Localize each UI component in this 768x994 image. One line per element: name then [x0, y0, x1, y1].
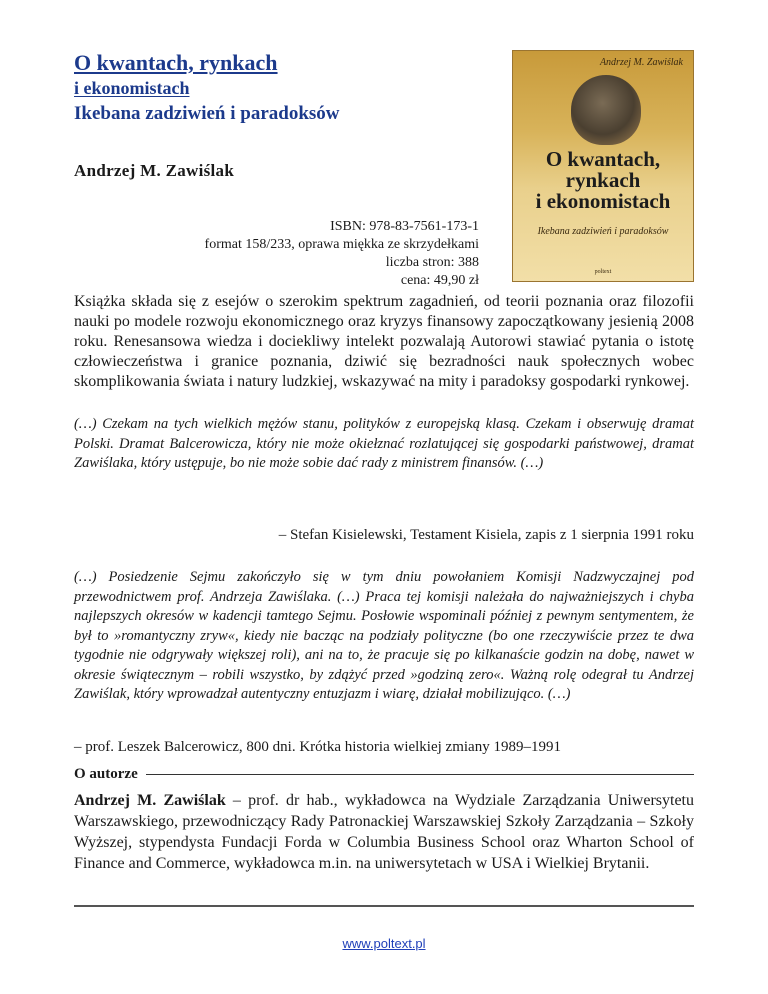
isbn: ISBN: 978-83-7561-173-1	[330, 219, 479, 234]
cover-publisher: poltext	[594, 269, 612, 275]
cover-title-line2: rynkach	[565, 168, 641, 192]
price: cena: 49,90 zł	[400, 273, 479, 288]
author-name: Andrzej M. Zawiślak	[74, 792, 226, 809]
cover-subtitle: Ikebana zadziwień i paradoksów	[537, 226, 669, 237]
book-title-line1: O kwantach, rynkach	[74, 50, 278, 75]
quote-kisielewski-attribution: – Stefan Kisielewski, Testament Kisiela, zapis z 1 sierpnia 1991 roku	[278, 527, 694, 543]
book-subtitle: Ikebana zadziwień i paradoksów	[74, 103, 340, 124]
cover-title-line3: i ekonomistach	[535, 189, 671, 213]
cover-title	[513, 149, 693, 212]
publisher-link[interactable]: www.poltext.pl	[342, 936, 426, 951]
cover-illustration	[571, 75, 641, 145]
about-heading-text: O autorze	[74, 766, 138, 782]
quote-balcerowicz: (…) Posiedzenie Sejmu zakończyło się w tym dniu powołaniem Komisji Nadzwyczajnej pod przewodnictwem prof. Andrzeja Zawiślaka. (…) Praca tej komisji należała do najważniejszych i chyba najlepszych okresów w kadencji tamtego Sejmu. Posłowie wspominali później z pewnym sentymentem, że był to »romantyczny zryw«, kiedy nie bacząc na podziały polityczne (bo one rzeczywiście przez te dwa tygodnie nie odgrywały większej roli), ani na to, że pracuje się po kilkanaście godzin na dobę, nawet w okresie świątecznym – robili wszystko, by zdążyć przed »godziną zero«. Ważną rolę odegrał tu Andrzej Zawiślak, który wprowadzał autentyczny entuzjazm i wiarę, działał mobilizująco. (…)	[74, 569, 694, 702]
quote-kisielewski: (…) Czekam na tych wielkich mężów stanu, polityków z europejską klasą. Czekam i obserwuję dramat Polski. Dramat Balcerowicza, który nie może okiełznać rozlatującej się gospodarki państwowej, dramat Zawiślaka, który ustępuje, bo nie może sobie dać rady z ministrem finansów. (…)	[74, 416, 694, 471]
book-description: Książka składa się z esejów o szerokim spektrum zagadnień, od teorii poznania oraz filozofii nauki po modele rozwoju ekonomicznego oraz kryzys finansowy zapoczątkowany jesienią 2008 roku. Renesansowa wiedza i dociekliwy intelekt pozwalają Autorowi stawiać pytania o istotę człowieczeństwa i granice poznania, dziwić się bezradności nauk społecznych wobec skomplikowania świata i natury ludzkiej, wskazywać na mity i paradoksy gospodarki rynkowej.	[74, 293, 694, 390]
book-author: Andrzej M. Zawiślak	[74, 161, 235, 180]
bottom-divider	[74, 905, 694, 907]
author-bio: – prof. dr hab., wykładowca na Wydziale Zarządzania Uniwersytetu Warszawskiego, przewodniczący Rady Patronackiej Warszawskiej Szkoły Zarządzania – Szkoły Wyższej, stypendysta Fundacji Forda w Columbia Business School oraz Wharton School of Finance and Commerce, wykładowca m.in. na uniwersytetach w USA i Wielkiej Brytanii.	[74, 792, 695, 872]
format: format 158/233, oprawa miękka ze skrzydełkami	[204, 237, 479, 252]
book-title-line2: i ekonomistach	[74, 78, 190, 98]
heading-rule	[146, 774, 694, 775]
quote-balcerowicz-attribution: – prof. Leszek Balcerowicz, 800 dni. Krótka historia wielkiej zmiany 1989–1991	[74, 739, 561, 755]
book-meta	[74, 218, 479, 290]
about-author-text	[74, 790, 694, 874]
book-cover	[512, 50, 694, 282]
cover-author: Andrzej M. Zawiślak	[599, 57, 683, 68]
about-author-heading	[74, 766, 694, 783]
cover-title-line1: O kwantach,	[545, 147, 661, 171]
page-count: liczba stron: 388	[385, 255, 479, 270]
